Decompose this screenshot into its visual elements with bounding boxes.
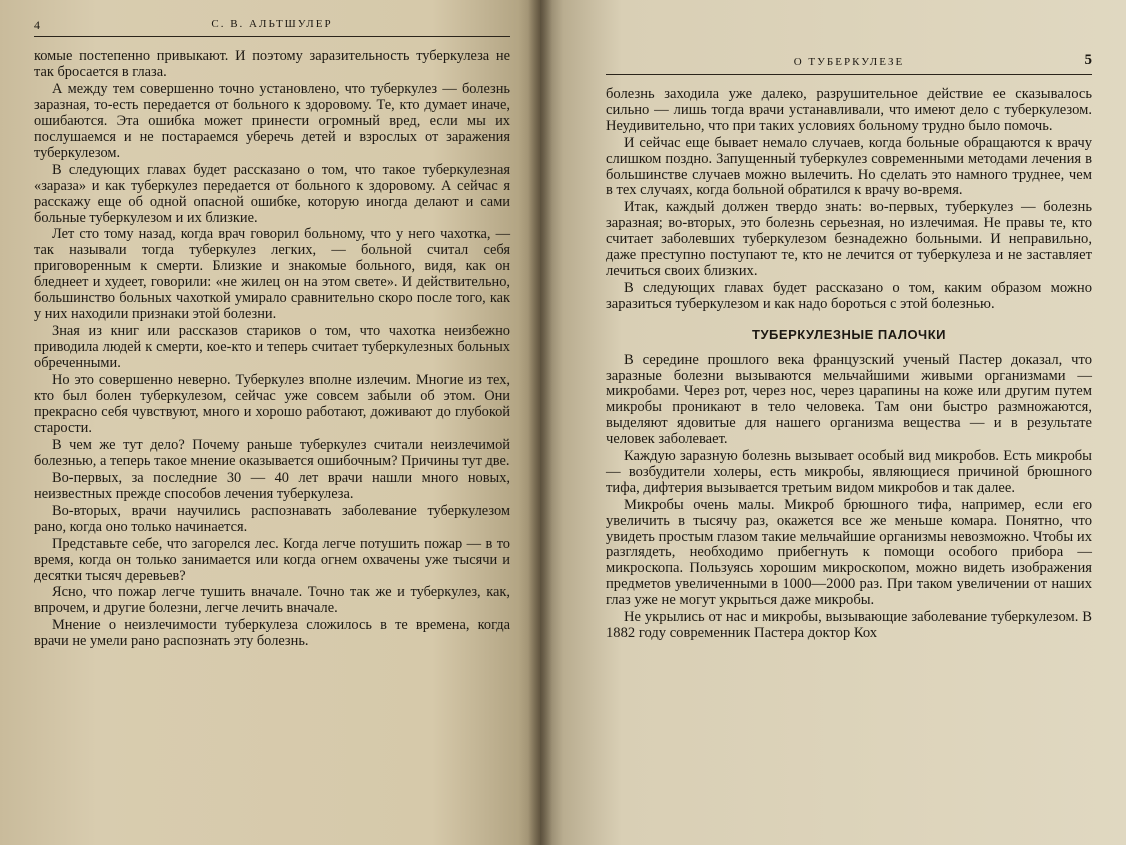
right-page <box>540 0 1126 845</box>
paragraph: В середине прошлого века французский ученый Пастер доказал, что заразные болезни вызываются мельчайшими живыми организмами — микробами. Через рот, через нос, через царапины на коже или другим путем микробы проникают в тело человека. Там они быстро размножаются, выделяют ядовитые для нашего организма вещества — и в результате человек заболевает. <box>606 351 1092 448</box>
left-page <box>0 0 540 845</box>
running-head-title: О ТУБЕРКУЛЕЗЕ <box>793 56 905 68</box>
paragraph: Мнение о неизлечимости туберкулеза сложилось в те времена, когда врачи не умели рано распознать эту болезнь. <box>34 617 510 650</box>
paragraph: А между тем совершенно точно установлено, что туберкулез — болезнь заразная, то-есть передается от больного к здоровому. Те, кто думает иначе, ошибаются. Эта ошибка может принести огромный вред, если мы их послушаемся и не постараемся уберечь детей и взрослых от заражения туберкулезом. <box>34 80 510 161</box>
paragraph: Ясно, что пожар легче тушить вначале. Точно так же и туберкулез, как, впрочем, и другие болезни, легче лечить вначале. <box>34 584 510 617</box>
paragraph: Лет сто тому назад, когда врач говорил больному, что у него чахотка, — так называли тогда туберкулез легких, — больной считал себя приговоренным к смерти. Близкие и знакомые больного, видя, как он бледнеет и худеет, говорили: «не жилец он на этом свете». И действительно, большинство больных чахоткой умирало сравнительно скоро после того, как у них находили признаки этой болезни. <box>34 226 510 323</box>
paragraph: комые постепенно привыкают. И поэтому заразительность туберкулеза не так бросается в глаза. <box>34 48 510 80</box>
paragraph: В чем же тут дело? Почему раньше туберкулез считали неизлечимой болезнью, а теперь такое мнение оказывается ошибочным? Причины тут две. <box>34 436 510 469</box>
paragraph: В следующих главах будет рассказано о том, что такое туберкулезная «зараза» и как туберкулез передается от больного к здоровому. А сейчас я расскажу еще об одной опасной ошибке, которую иногда делают и сами больные туберкулезом и их близкие. <box>34 161 510 226</box>
paragraph: Во-первых, за последние 30 — 40 лет врачи нашли много новых, неизвестных прежде способов лечения туберкулеза. <box>34 469 510 502</box>
paragraph: В следующих главах будет рассказано о том, каким образом можно заразиться туберкулезом и как надо бороться с этой болезнью. <box>606 279 1092 312</box>
running-head-title: С. В. АЛЬТШУЛЕР <box>211 18 333 30</box>
right-page-text <box>606 87 1092 642</box>
paragraph: Во-вторых, врачи научились распознавать заболевание туберкулезом рано, когда оно только начинается. <box>34 502 510 535</box>
book-gutter <box>528 0 552 845</box>
paragraph: Представьте себе, что загорелся лес. Когда легче потушить пожар — в то время, когда он только занимается или когда огнем охвачены уже тысячи и десятки тысяч деревьев? <box>34 535 510 584</box>
text-block-before-heading <box>606 87 1092 313</box>
paragraph: болезнь заходила уже далеко, разрушительное действие ее сказывалось сильно — лишь тогда врачи устанавливали, что имеют дело с туберкулезом. Неудивительно, что при таких условиях больному трудно было помочь. <box>606 86 1092 134</box>
left-page-text <box>34 49 510 650</box>
section-heading: ТУБЕРКУЛЕЗНЫЕ ПАЛОЧКИ <box>752 326 946 342</box>
paragraph: Не укрылись от нас и микробы, вызывающие заболевание туберкулезом. В 1882 году современник Пастера доктор Кох <box>606 609 1092 641</box>
running-head-right <box>606 52 1092 75</box>
page-number: 5 <box>1084 52 1092 68</box>
page-number: 4 <box>34 18 42 32</box>
paragraph: Зная из книг или рассказов стариков о том, что чахотка неизбежно приводила людей к смерти, кое-кто и теперь считает туберкулезных больных обреченными. <box>34 323 510 372</box>
paragraph: Но это совершенно неверно. Туберкулез вполне излечим. Многие из тех, кто был болен туберкулезом, сейчас уже совсем забыли об этом. Они прекрасно себя чувствуют, много и хорошо работают, доживают до глубокой старости. <box>34 372 510 436</box>
paragraph: Итак, каждый должен твердо знать: во-первых, туберкулез — болезнь заразная; во-вторых, это болезнь серьезная, но излечимая. Не правы те, кто считает заболевших туберкулезом безнадежно больными. И неправильно, даже преступно поступают те, кто не лечится от туберкулеза и не заставляет лечиться своих близких. <box>606 199 1092 279</box>
text-block-after-heading <box>606 353 1092 642</box>
paragraph: Каждую заразную болезнь вызывает особый вид микробов. Есть микробы — возбудители холеры, есть микробы, являющиеся причиной брюшного тифа, дифтерия вызывается третьим видом микробов и так далее. <box>606 448 1092 496</box>
running-head-left <box>34 18 510 37</box>
paragraph: Микробы очень малы. Микроб брюшного тифа, например, если его увеличить в тысячу раз, окажется все же меньше комара. Понятно, что увидеть простым глазом такие мельчайшие организмы невозможно. Чтобы их разглядеть, необходимо прибегнуть к помощи особого прибора — микроскопа. Пользуясь хорошим микроскопом, можно видеть изображения предметов увеличенными в 1000—2000 раз. При таком увеличении от наших глаз уже не могут укрыться даже микробы. <box>606 496 1092 609</box>
paragraph: И сейчас еще бывает немало случаев, когда больные обращаются к врачу слишком поздно. Запущенный туберкулез современными методами лечения в большинстве случаев можно вылечить. Но сделать это намного труднее, чем в тех случаях, когда больной обратился к врачу во-время. <box>606 134 1092 199</box>
